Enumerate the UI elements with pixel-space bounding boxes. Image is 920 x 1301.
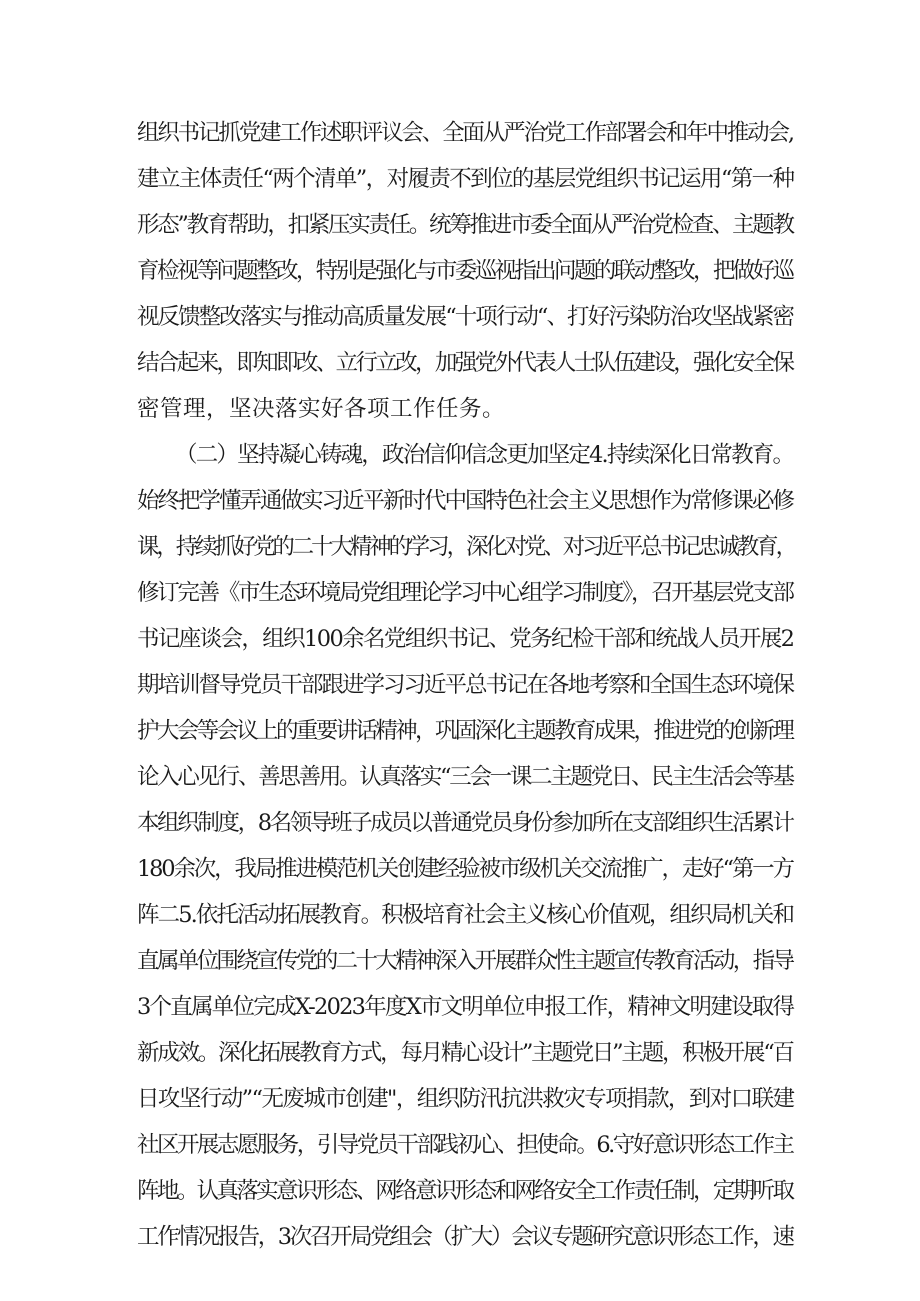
text-line: 社区开展志愿服务，引导党员干部践初心、担使命。6.守好意识形态工作主 xyxy=(137,1132,793,1158)
text-line: 形态”教育帮助，扣紧压实责任。统筹推进市委全面从严治党检查、主题教 xyxy=(137,212,793,238)
text-line: 修订完善《市生态环境局党组理论学习中心组学习制度》，召开基层党支部 xyxy=(137,580,793,606)
text-line: 始终把学懂弄通做实习近平新时代中国特色社会主义思想作为常修课必修 xyxy=(137,488,793,514)
text-line: 育检视等问题整改，特别是强化与市委巡视指出问题的联动整改，把做好巡 xyxy=(137,258,793,284)
text-line: 结合起来，即知即改、立行立改，加强党外代表人士队伍建设，强化安全保 xyxy=(137,350,793,376)
section-heading-line: （二）坚持凝心铸魂，政治信仰信念更加坚定4.持续深化日常教育。 xyxy=(175,442,794,468)
text-line: 密管理，坚决落实好各项工作任务。 xyxy=(137,396,506,422)
text-line: 180余次，我局推进模范机关创建经验被市级机关交流推广，走好“第一方 xyxy=(137,856,793,882)
text-line: 期培训督导党员干部跟进学习习近平总书记在各地考察和全国生态环境保 xyxy=(137,672,793,698)
text-line: 论入心见行、善思善用。认真落实“三会一课二主题党日、民主生活会等基 xyxy=(137,764,793,790)
text-line: 3个直属单位完成X-2023年度X市文明单位申报工作，精神文明建设取得 xyxy=(137,994,794,1020)
text-line: 视反馈整改落实与推动高质量发展“十项行动“、打好污染防治攻坚战紧密 xyxy=(137,304,794,330)
text-line: 课，持续抓好党的二十大精神的学习，深化对党、对习近平总书记忠诚教育， xyxy=(137,534,795,560)
text-line: 阵地。认真落实意识形态、网络意识形态和网络安全工作责任制，定期听取 xyxy=(137,1178,793,1204)
text-line: 建立主体责任“两个清单”，对履责不到位的基层党组织书记运用“第一种 xyxy=(137,166,794,192)
text-line: 直属单位围绕宣传党的二十大精神深入开展群众性主题宣传教育活动，指导 xyxy=(137,948,793,974)
text-line: 日攻坚行动”“无废城市创建"，组织防汛抗洪救灾专项捐款，到对口联建 xyxy=(137,1086,794,1112)
text-line: 书记座谈会，组织100余名党组织书记、党务纪检干部和统战人员开展2 xyxy=(137,626,794,652)
text-line: 阵二5.依托活动拓展教育。积极培育社会主义核心价值观，组织局机关和 xyxy=(137,902,794,928)
text-line: 新成效。深化拓展教育方式，每月精心设计”主题党日”主题，积极开展“百 xyxy=(137,1040,793,1066)
text-line: 组织书记抓党建工作述职评议会、全面从严治党工作部署会和年中推动会, xyxy=(137,120,793,146)
text-line: 本组织制度，8名领导班子成员以普通党员身份参加所在支部组织生活累计 xyxy=(137,810,793,836)
text-line: 工作情况报告，3次召开局党组会（扩大）会议专题研究意识形态工作，速 xyxy=(137,1224,793,1250)
text-line: 护大会等会议上的重要讲话精神，巩固深化主题教育成果，推进党的创新理 xyxy=(137,718,793,744)
